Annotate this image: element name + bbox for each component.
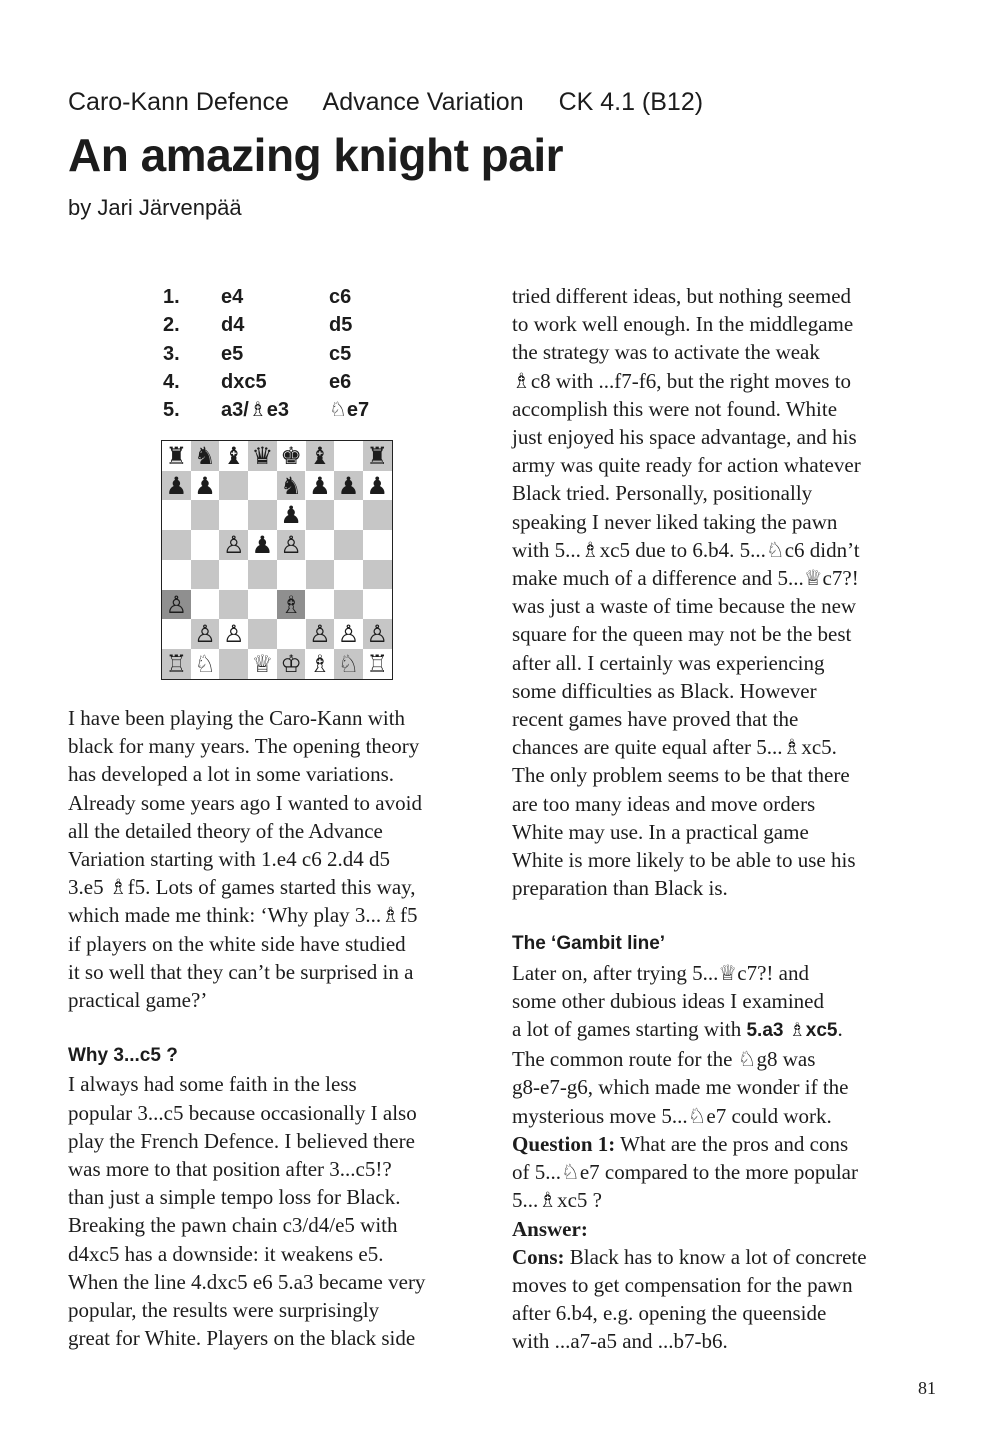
square-h3 <box>363 590 392 620</box>
cons-label: Cons: <box>512 1244 565 1269</box>
question-paragraph <box>512 1158 937 1214</box>
square-h1: ♖ <box>363 649 392 679</box>
black-move: c6 <box>329 286 352 308</box>
question-label: Question 1: <box>512 1131 616 1156</box>
gambit-paragraph <box>512 1045 937 1130</box>
text-line: mysterious move 5...♘e7 could work. <box>512 1103 832 1128</box>
text-line: was just a waste of time because the new <box>512 594 857 619</box>
square-f3 <box>306 590 335 620</box>
article-title: An amazing knight pair <box>68 129 564 181</box>
text-line: I always had some faith in the less <box>68 1072 357 1097</box>
why-c5-paragraph <box>68 1070 493 1352</box>
text-line: with 5...♗xc5 due to 6.b4. 5...♘c6 didn’t <box>512 537 860 562</box>
square-f5 <box>306 530 335 560</box>
square-b4 <box>191 560 220 590</box>
section-heading-gambit-line: The ‘Gambit line’ <box>512 933 666 955</box>
chess-diagram <box>161 440 393 680</box>
text-line: The common route for the ♘g8 was <box>512 1047 816 1072</box>
intro-paragraph <box>68 704 493 1014</box>
text-line: 5...♗xc5 ? <box>512 1188 602 1213</box>
variation-name: Advance Variation <box>322 88 524 116</box>
text-line: popular 3...c5 because occasionally I also <box>68 1100 417 1125</box>
gambit-line: Later on, after trying 5...♕c7?! and <box>512 960 809 985</box>
text-line: White is more likely to be able to use his <box>512 848 856 873</box>
gambit-line: some other dubious ideas I examined <box>512 988 825 1013</box>
text-line: was more to that position after 3...c5!? <box>68 1157 392 1182</box>
square-b5 <box>191 530 220 560</box>
square-c2: ♙ <box>219 619 248 649</box>
text-line: some difficulties as Black. However <box>512 678 817 703</box>
text-line: ♗c8 with ...f7-f6, but the right moves to <box>512 368 852 393</box>
cons-paragraph <box>512 1271 937 1356</box>
text-line: 3.e5 ♗f5. Lots of games started this way, <box>68 875 416 900</box>
square-a7: ♟ <box>162 471 191 501</box>
move-number: 5. <box>163 399 180 422</box>
square-f2: ♙ <box>306 619 335 649</box>
square-a2 <box>162 619 191 649</box>
text-line: has developed a lot in some variations. <box>68 762 395 787</box>
square-a5 <box>162 530 191 560</box>
text-line: just enjoyed his space advantage, and his <box>512 425 857 450</box>
square-g2: ♙ <box>334 619 363 649</box>
square-d6 <box>248 500 277 530</box>
square-c5: ♙ <box>219 530 248 560</box>
question-text: What are the pros and cons <box>615 1131 849 1156</box>
square-g1: ♘ <box>334 649 363 679</box>
square-c4 <box>219 560 248 590</box>
text-line: chances are quite equal after 5...♗xc5. <box>512 735 837 760</box>
move-number: 2. <box>163 314 180 337</box>
text-line: make much of a difference and 5...♕c7?! <box>512 566 859 591</box>
square-d4 <box>248 560 277 590</box>
cons-text: Black has to know a lot of concrete <box>564 1244 867 1269</box>
text-line: than just a simple tempo loss for Black. <box>68 1185 401 1210</box>
move-number: 1. <box>163 286 180 308</box>
text-line: practical game?’ <box>68 988 208 1013</box>
square-e8: ♚ <box>277 441 306 471</box>
opening-name: Caro-Kann Defence <box>68 88 289 116</box>
square-d2 <box>248 619 277 649</box>
text-line: recent games have proved that the <box>512 707 799 732</box>
text-line: accomplish this were not found. White <box>512 396 838 421</box>
text-line: popular, the results were surprisingly <box>68 1298 380 1323</box>
square-h8: ♜ <box>363 441 392 471</box>
text-line: preparation than Black is. <box>512 876 728 901</box>
gambit-text: . <box>837 1017 843 1042</box>
text-line: I have been playing the Caro-Kann with <box>68 706 406 730</box>
square-e2 <box>277 619 306 649</box>
square-h7: ♟ <box>363 471 392 501</box>
square-b3 <box>191 590 220 620</box>
black-move: ♘e7 <box>329 399 370 422</box>
square-c8: ♝ <box>219 441 248 471</box>
eco-code: CK 4.1 (B12) <box>558 88 704 116</box>
text-line: if players on the white side have studied <box>68 931 406 956</box>
text-line: Breaking the pawn chain c3/d4/e5 with <box>68 1213 398 1238</box>
question-line <box>512 1130 937 1158</box>
black-move: e6 <box>329 370 352 393</box>
square-b8: ♞ <box>191 441 220 471</box>
text-line: after 6.b4, e.g. opening the queenside <box>512 1301 827 1326</box>
move-number: 4. <box>163 370 180 393</box>
text-line: to work well enough. In the middlegame <box>512 312 854 337</box>
square-g5 <box>334 530 363 560</box>
square-d5: ♟ <box>248 530 277 560</box>
square-f6 <box>306 500 335 530</box>
text-line: d4xc5 has a downside: it weakens e5. <box>68 1241 384 1266</box>
square-e6: ♟ <box>277 500 306 530</box>
black-move: c5 <box>329 342 352 365</box>
square-h5 <box>363 530 392 560</box>
gambit-line <box>512 1015 937 1045</box>
answer-label: Answer: <box>512 1216 588 1241</box>
square-f8: ♝ <box>306 441 335 471</box>
text-line: of 5...♘e7 compared to the more popular <box>512 1160 858 1185</box>
text-line: When the line 4.dxc5 e6 5.a3 became very <box>68 1269 426 1294</box>
square-g8 <box>334 441 363 471</box>
text-line: White may use. In a practical game <box>512 819 809 844</box>
square-d7 <box>248 471 277 501</box>
square-g6 <box>334 500 363 530</box>
square-c6 <box>219 500 248 530</box>
text-line: Already some years ago I wanted to avoid <box>68 790 422 815</box>
white-move: e5 <box>221 342 244 365</box>
text-line: moves to get compensation for the pawn <box>512 1272 853 1297</box>
text-line: square for the queen may not be the best <box>512 622 852 647</box>
square-a6 <box>162 500 191 530</box>
square-e5: ♙ <box>277 530 306 560</box>
gambit-text: a lot of games starting with <box>512 1017 747 1042</box>
left-column <box>68 704 493 1352</box>
square-g4 <box>334 560 363 590</box>
square-e7: ♞ <box>277 471 306 501</box>
square-b1: ♘ <box>191 649 220 679</box>
white-move: d4 <box>221 314 245 337</box>
gambit-moves: 5.a3 ♗xc5 <box>746 1020 838 1042</box>
chapter-header <box>68 88 731 117</box>
text-line: g8-e7-g6, which made me wonder if the <box>512 1075 849 1100</box>
white-move: dxc5 <box>221 370 267 393</box>
text-line: which made me think: ‘Why play 3...♗f5 <box>68 903 418 928</box>
square-b7: ♟ <box>191 471 220 501</box>
section-heading-why-c5: Why 3...c5 ? <box>68 1045 178 1067</box>
square-e4 <box>277 560 306 590</box>
text-line: with ...a7-a5 and ...b7-b6. <box>512 1329 728 1354</box>
square-f4 <box>306 560 335 590</box>
white-move: e4 <box>221 286 244 308</box>
square-d3 <box>248 590 277 620</box>
square-h6 <box>363 500 392 530</box>
square-f7: ♟ <box>306 471 335 501</box>
text-line: speaking I never liked taking the pawn <box>512 509 838 534</box>
cons-line <box>512 1243 937 1271</box>
white-move: a3/♗e3 <box>221 399 289 422</box>
text-line: the strategy was to activate the weak <box>512 340 820 365</box>
square-c3 <box>219 590 248 620</box>
square-e1: ♔ <box>277 649 306 679</box>
right-column <box>512 282 937 1356</box>
square-f1: ♗ <box>306 649 335 679</box>
square-e3: ♗ <box>277 590 306 620</box>
square-h4 <box>363 560 392 590</box>
continued-paragraph <box>512 282 937 902</box>
square-c1 <box>219 649 248 679</box>
move-number: 3. <box>163 342 180 365</box>
text-line: all the detailed theory of the Advance <box>68 818 383 843</box>
black-move: d5 <box>329 314 353 337</box>
square-b6 <box>191 500 220 530</box>
square-d8: ♛ <box>248 441 277 471</box>
square-g7: ♟ <box>334 471 363 501</box>
text-line: The only problem seems to be that there <box>512 763 850 788</box>
square-a1: ♖ <box>162 649 191 679</box>
page-number: 81 <box>918 1378 936 1398</box>
text-line: after all. I certainly was experiencing <box>512 650 825 675</box>
text-line: play the French Defence. I believed there <box>68 1128 415 1153</box>
text-line: Variation starting with 1.e4 c6 2.d4 d5 <box>68 847 390 872</box>
square-d1: ♕ <box>248 649 277 679</box>
author-byline: by Jari Järvenpää <box>68 195 242 220</box>
text-line: Black tried. Personally, positionally <box>512 481 813 506</box>
square-a3: ♙ <box>162 590 191 620</box>
square-g3 <box>334 590 363 620</box>
square-b2: ♙ <box>191 619 220 649</box>
square-a8: ♜ <box>162 441 191 471</box>
text-line: are too many ideas and move orders <box>512 791 816 816</box>
square-h2: ♙ <box>363 619 392 649</box>
text-line: great for White. Players on the black side <box>68 1326 416 1351</box>
text-line: it so well that they can’t be surprised in a <box>68 959 414 984</box>
text-line: tried different ideas, but nothing seemed <box>512 284 852 308</box>
square-c7 <box>219 471 248 501</box>
text-line: black for many years. The opening theory <box>68 734 420 759</box>
text-line: army was quite ready for action whatever <box>512 453 861 478</box>
square-a4 <box>162 560 191 590</box>
